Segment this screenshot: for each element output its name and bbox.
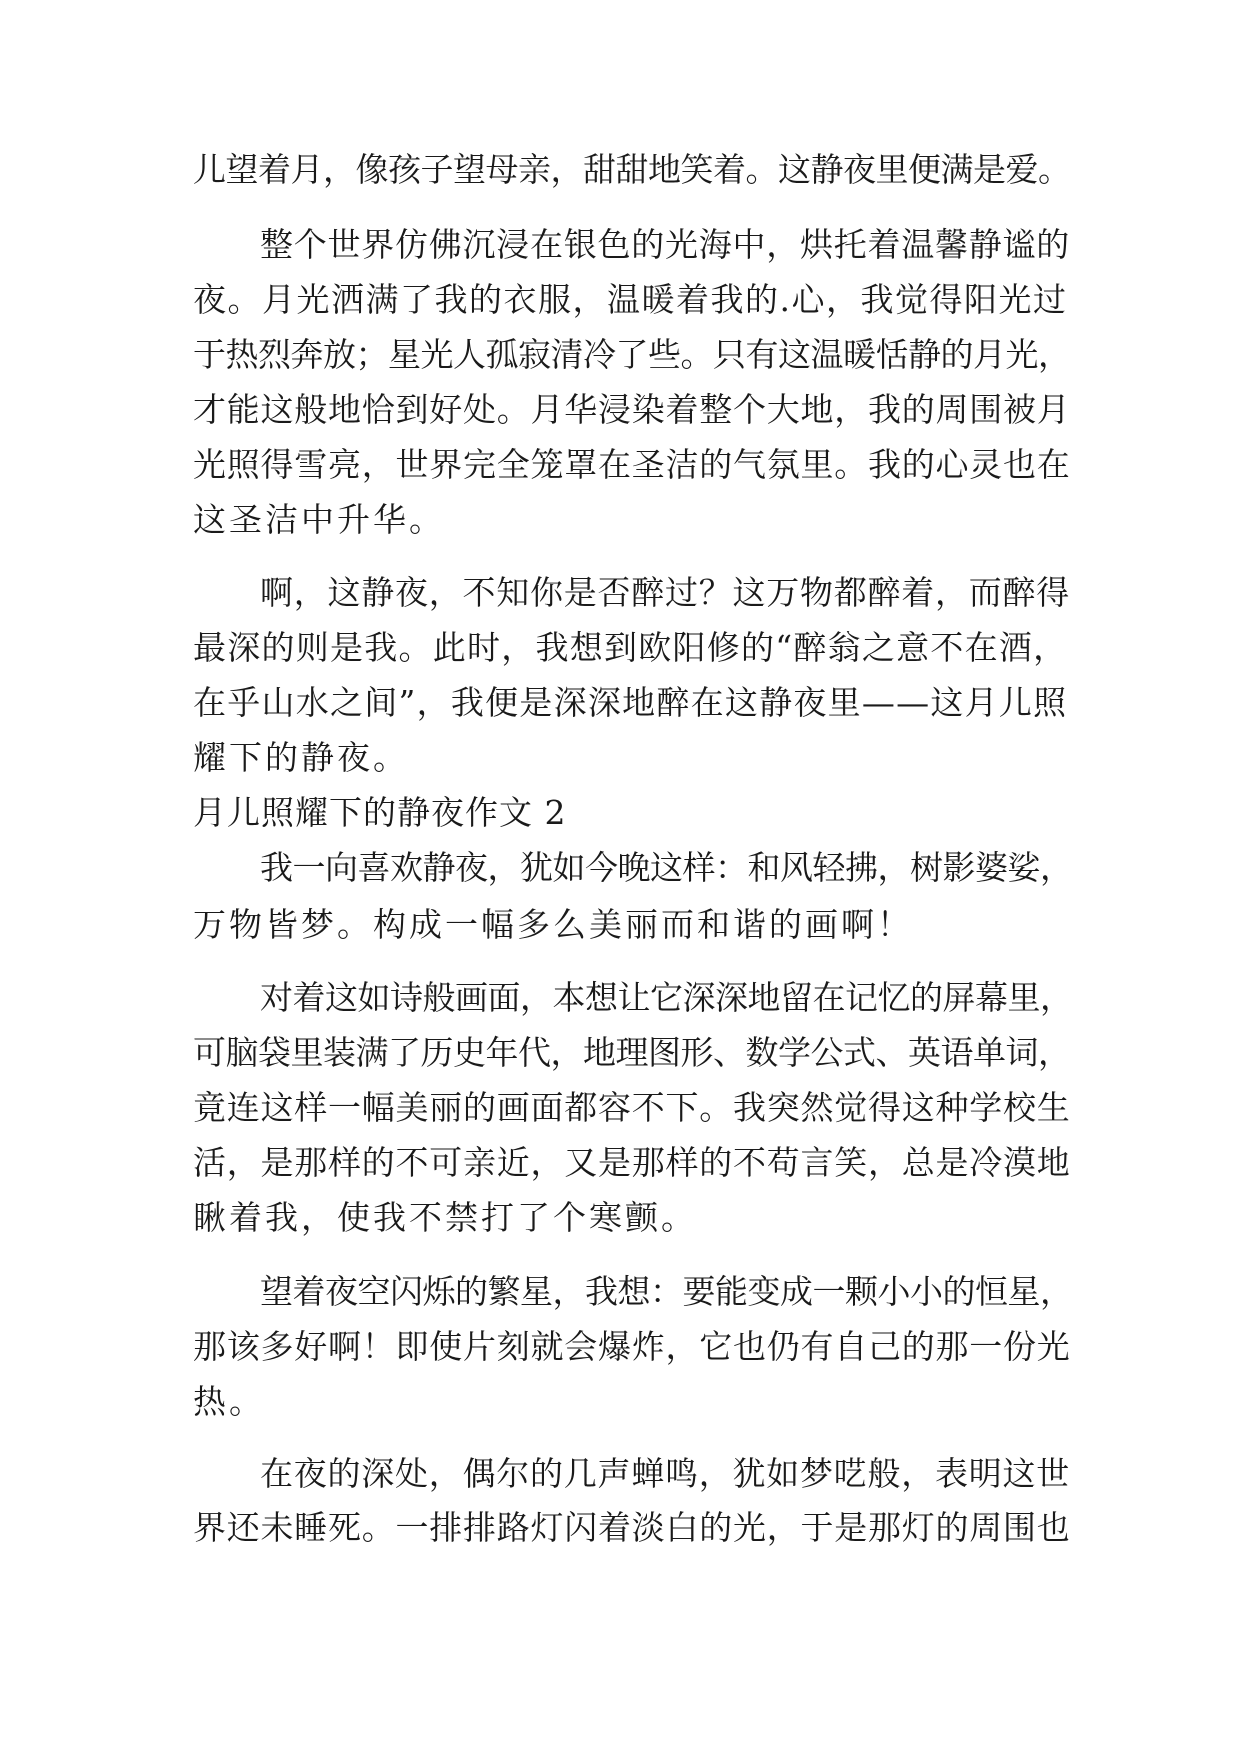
- text-line: 界还未睡死。一排排路灯闪着淡白的光，于是那灯的周围也: [193, 1508, 1071, 1547]
- paragraph-first-line: 啊，这静夜，不知你是否醉过？这万物都醉着，而醉得: [260, 573, 1070, 612]
- text-line: 万物皆梦。构成一幅多么美丽而和谐的画啊！: [193, 905, 913, 944]
- text-line: 光照得雪亮，世界完全笼罩在圣洁的气氛里。我的心灵也在: [193, 445, 1071, 484]
- paragraph-first-line: 整个世界仿佛沉浸在银色的光海中，烘托着温馨静谧的: [260, 225, 1070, 264]
- text-line: 才能这般地恰到好处。月华浸染着整个大地，我的周围被月: [193, 390, 1071, 429]
- text-line: 儿望着月，像孩子望母亲，甜甜地笑着。这静夜里便满是爱。: [193, 150, 1071, 189]
- paragraph-first-line: 我一向喜欢静夜，犹如今晚这样：和风轻拂，树影婆娑，: [260, 848, 1073, 887]
- text-line: 瞅着我，使我不禁打了个寒颤。: [193, 1198, 697, 1237]
- text-line: 耀下的静夜。: [193, 738, 409, 777]
- text-line: 在乎山水之间”，我便是深深地醉在这静夜里——这月儿照: [193, 683, 1068, 722]
- paragraph-first-line: 在夜的深处，偶尔的几声蝉鸣，犹如梦呓般，表明这世: [260, 1454, 1070, 1493]
- text-line: 这圣洁中升华。: [193, 500, 445, 539]
- text-line: 于热烈奔放；星光人孤寂清冷了些。只有这温暖恬静的月光，: [193, 335, 1071, 374]
- text-line: 最深的则是我。此时，我想到欧阳修的“醉翁之意不在酒，: [193, 628, 1068, 667]
- text-line: 活，是那样的不可亲近，又是那样的不苟言笑，总是冷漠地: [193, 1143, 1071, 1182]
- text-line: 那该多好啊！即使片刻就会爆炸，它也仍有自己的那一份光: [193, 1327, 1071, 1366]
- text-line: 可脑袋里装满了历史年代，地理图形、数学公式、英语单词，: [193, 1033, 1071, 1072]
- text-line: 热。: [193, 1382, 265, 1421]
- text-line: 竟连这样一幅美丽的画面都容不下。我突然觉得这种学校生: [193, 1088, 1071, 1127]
- section-heading: 月儿照耀下的静夜作文 2: [193, 793, 567, 832]
- paragraph-first-line: 对着这如诗般画面，本想让它深深地留在记忆的屏幕里，: [260, 978, 1073, 1017]
- text-line: 夜。月光洒满了我的衣服，温暖着我的.心，我觉得阳光过: [193, 280, 1068, 319]
- paragraph-first-line: 望着夜空闪烁的繁星，我想：要能变成一颗小小的恒星，: [260, 1272, 1073, 1311]
